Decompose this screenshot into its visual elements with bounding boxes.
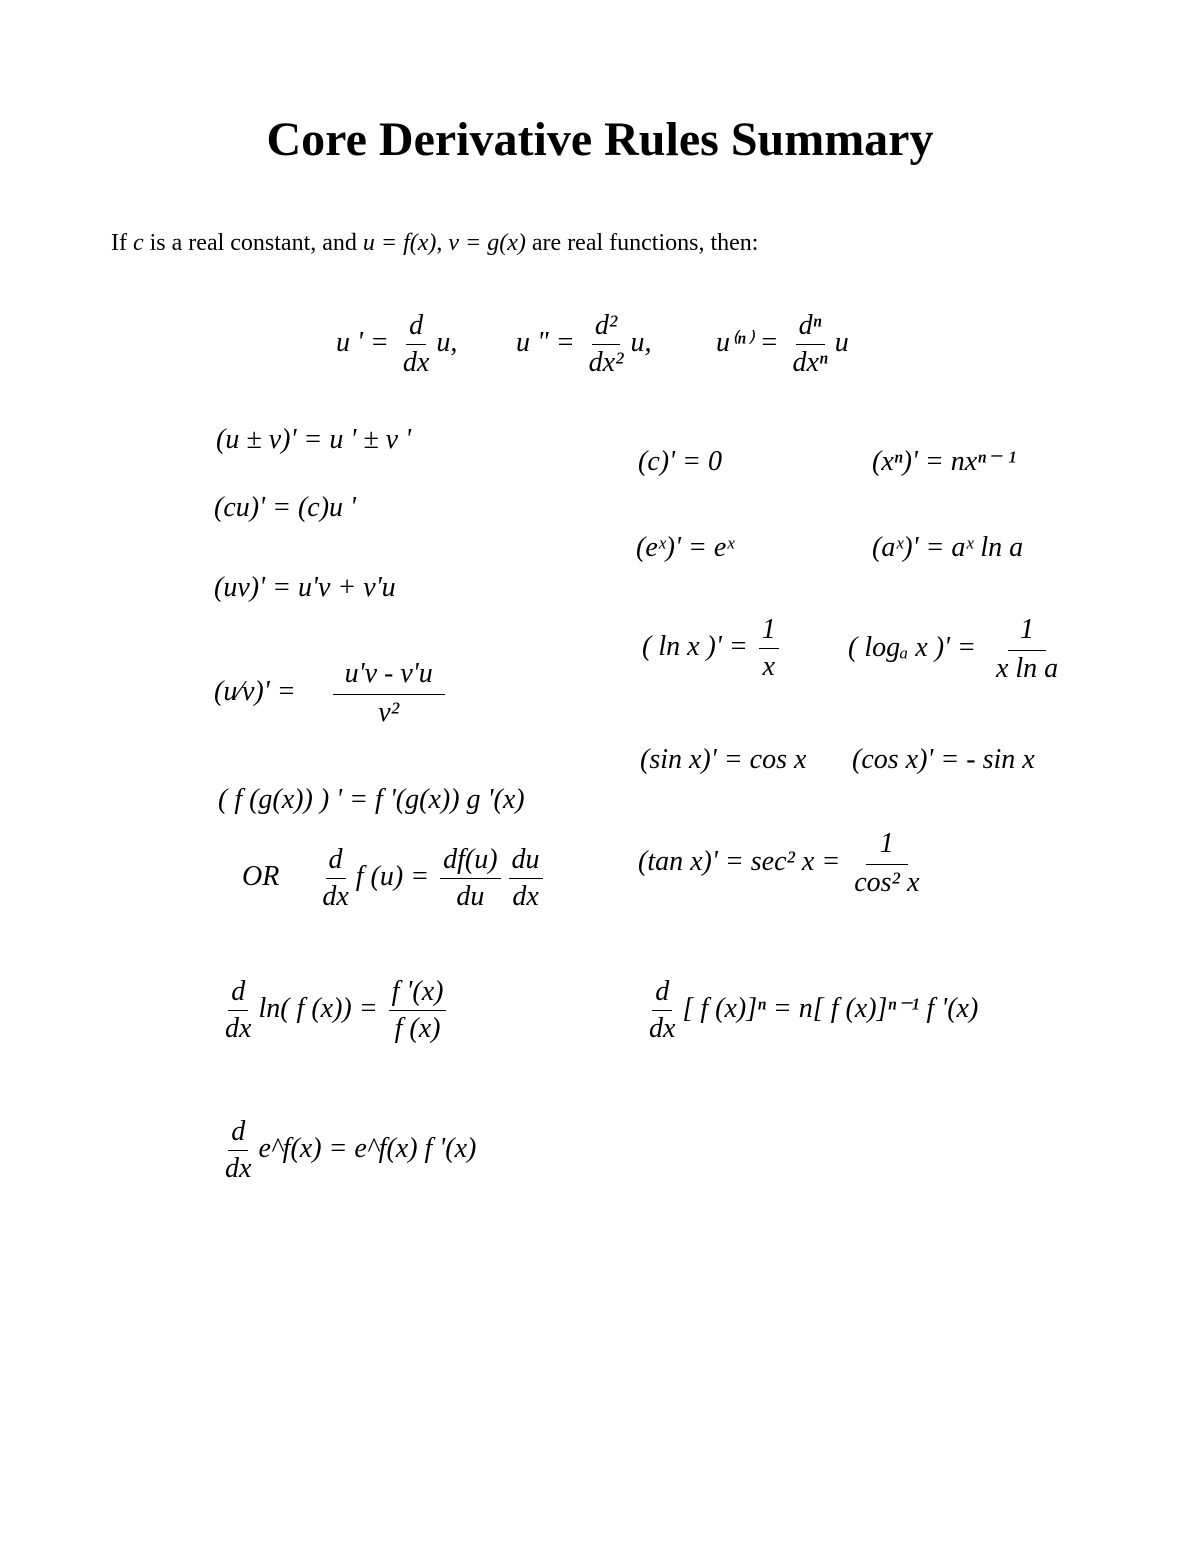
chain-den1: dx (322, 881, 349, 912)
quotient-lhs: (u⁄v)' = (214, 675, 296, 707)
ln-chain-num1: d (228, 978, 248, 1011)
power-chain-num: d (652, 978, 672, 1011)
rule-log (848, 616, 1065, 683)
intro-text-2: is a real constant, and (143, 230, 363, 256)
quotient-den: v² (378, 697, 400, 728)
intro-sep: , (436, 230, 449, 256)
exp-chain-d-dx (222, 1118, 254, 1183)
tan-num: 1 (866, 830, 908, 865)
rule-product-text: (uv)' = u'v + v'u (214, 572, 396, 603)
chain-den3: dx (512, 881, 539, 912)
first-den: dx (402, 347, 430, 378)
rule-cos-text: (cos x)' = - sin x (852, 744, 1035, 775)
page-title: Core Derivative Rules Summary (266, 113, 934, 166)
rule-exp-chain (218, 1118, 476, 1183)
nth-tail: u (834, 326, 849, 358)
rule-exp-e-text: (eˣ)' = eˣ (636, 532, 735, 563)
rule-product (214, 574, 396, 602)
rule-chain (218, 786, 525, 814)
chain-or-label: OR (242, 860, 280, 892)
rule-exp-a (872, 534, 1023, 562)
nth-lhs: u⁽ⁿ⁾ = (716, 326, 779, 358)
rule-exp-e (636, 534, 734, 562)
chain-mid: f (u) = (355, 860, 430, 892)
ln-chain-fraction (389, 978, 447, 1043)
power-chain-rest: [ f (x)]ⁿ = n[ f (x)]ⁿ⁻¹ f '(x) (682, 992, 979, 1024)
intro-text-1: If (111, 230, 133, 256)
ln-lhs: ( ln x )' = (642, 630, 748, 662)
tan-lhs: (tan x)' = sec² x = (638, 845, 841, 877)
second-den: dx² (588, 347, 624, 378)
notation-first-derivative (336, 312, 457, 377)
first-tail: u, (436, 326, 458, 358)
second-num: d² (592, 312, 620, 345)
rule-quotient (214, 660, 449, 727)
quotient-fraction (333, 660, 445, 727)
exp-chain-num: d (228, 1118, 248, 1151)
intro-v-def: v = g(x) (448, 230, 526, 256)
log-den: x ln a (995, 653, 1059, 684)
ln-chain-den1: dx (225, 1013, 252, 1044)
rule-chain-text: ( f (g(x)) ) ' = f '(g(x)) g '(x) (218, 784, 525, 815)
ln-fraction (759, 616, 779, 681)
intro-sentence (111, 230, 758, 257)
tan-fraction (851, 830, 922, 897)
first-lhs: u ' = (336, 326, 389, 358)
rule-sin-text: (sin x)' = cos x (640, 744, 807, 775)
exp-chain-rest: e^f(x) = e^f(x) f '(x) (258, 1132, 477, 1164)
notation-second-derivative (516, 312, 651, 377)
rule-power-chain (642, 978, 978, 1043)
rule-tan (638, 830, 926, 897)
log-fraction (993, 616, 1061, 683)
power-chain-d-dx (646, 978, 678, 1043)
notation-nth-derivative (716, 312, 849, 377)
intro-text-3: are real functions, then: (525, 230, 759, 256)
rule-ln (642, 616, 783, 681)
ln-chain-num2: f '(x) (389, 978, 447, 1011)
rule-constant-multiple (214, 494, 356, 522)
power-chain-den: dx (649, 1013, 676, 1044)
rule-sum-text: (u ± v)' = u ' ± v ' (216, 424, 412, 455)
ln-chain-mid: ln( f (x)) = (258, 992, 378, 1024)
second-fraction (586, 312, 627, 377)
chain-den2: du (456, 881, 485, 912)
exp-chain-den: dx (225, 1153, 252, 1184)
nth-den: dxⁿ (792, 347, 828, 378)
rule-chain-leibniz (242, 846, 547, 911)
intro-u-def: u = f(x) (362, 230, 437, 256)
nth-fraction (789, 312, 830, 377)
rule-sum (216, 426, 411, 454)
log-num: 1 (1008, 616, 1046, 651)
chain-num2: df(u) (440, 846, 500, 879)
rule-sin (640, 746, 806, 774)
rule-power (872, 448, 1016, 476)
second-lhs: u " = (516, 326, 575, 358)
ln-den: x (762, 651, 775, 682)
tan-den: cos² x (854, 867, 920, 898)
second-tail: u, (630, 326, 652, 358)
chain-dfu-du (440, 846, 500, 911)
rule-constant (638, 448, 722, 476)
first-fraction (400, 312, 432, 377)
nth-num: dⁿ (796, 312, 825, 345)
chain-num1: d (326, 846, 346, 879)
log-lhs: ( logₐ x )' = (848, 631, 976, 663)
rule-ln-chain (218, 978, 450, 1043)
chain-du-dx (509, 846, 543, 911)
rule-power-text: (xⁿ)' = nxⁿ⁻ ¹ (872, 446, 1017, 477)
ln-chain-d-dx (222, 978, 254, 1043)
rule-cos (852, 746, 1035, 774)
ln-num: 1 (759, 616, 779, 649)
chain-d-dx (319, 846, 351, 911)
ln-chain-den2: f (x) (394, 1013, 441, 1044)
chain-num3: du (509, 846, 543, 879)
quotient-num: u'v - v'u (333, 660, 445, 695)
first-num: d (406, 312, 426, 345)
rule-exp-a-text: (aˣ)' = aˣ ln a (872, 532, 1024, 563)
rule-constant-text: (c)' = 0 (638, 446, 722, 477)
rule-const-mult-text: (cu)' = (c)u ' (214, 492, 357, 523)
intro-c: c (132, 230, 144, 256)
